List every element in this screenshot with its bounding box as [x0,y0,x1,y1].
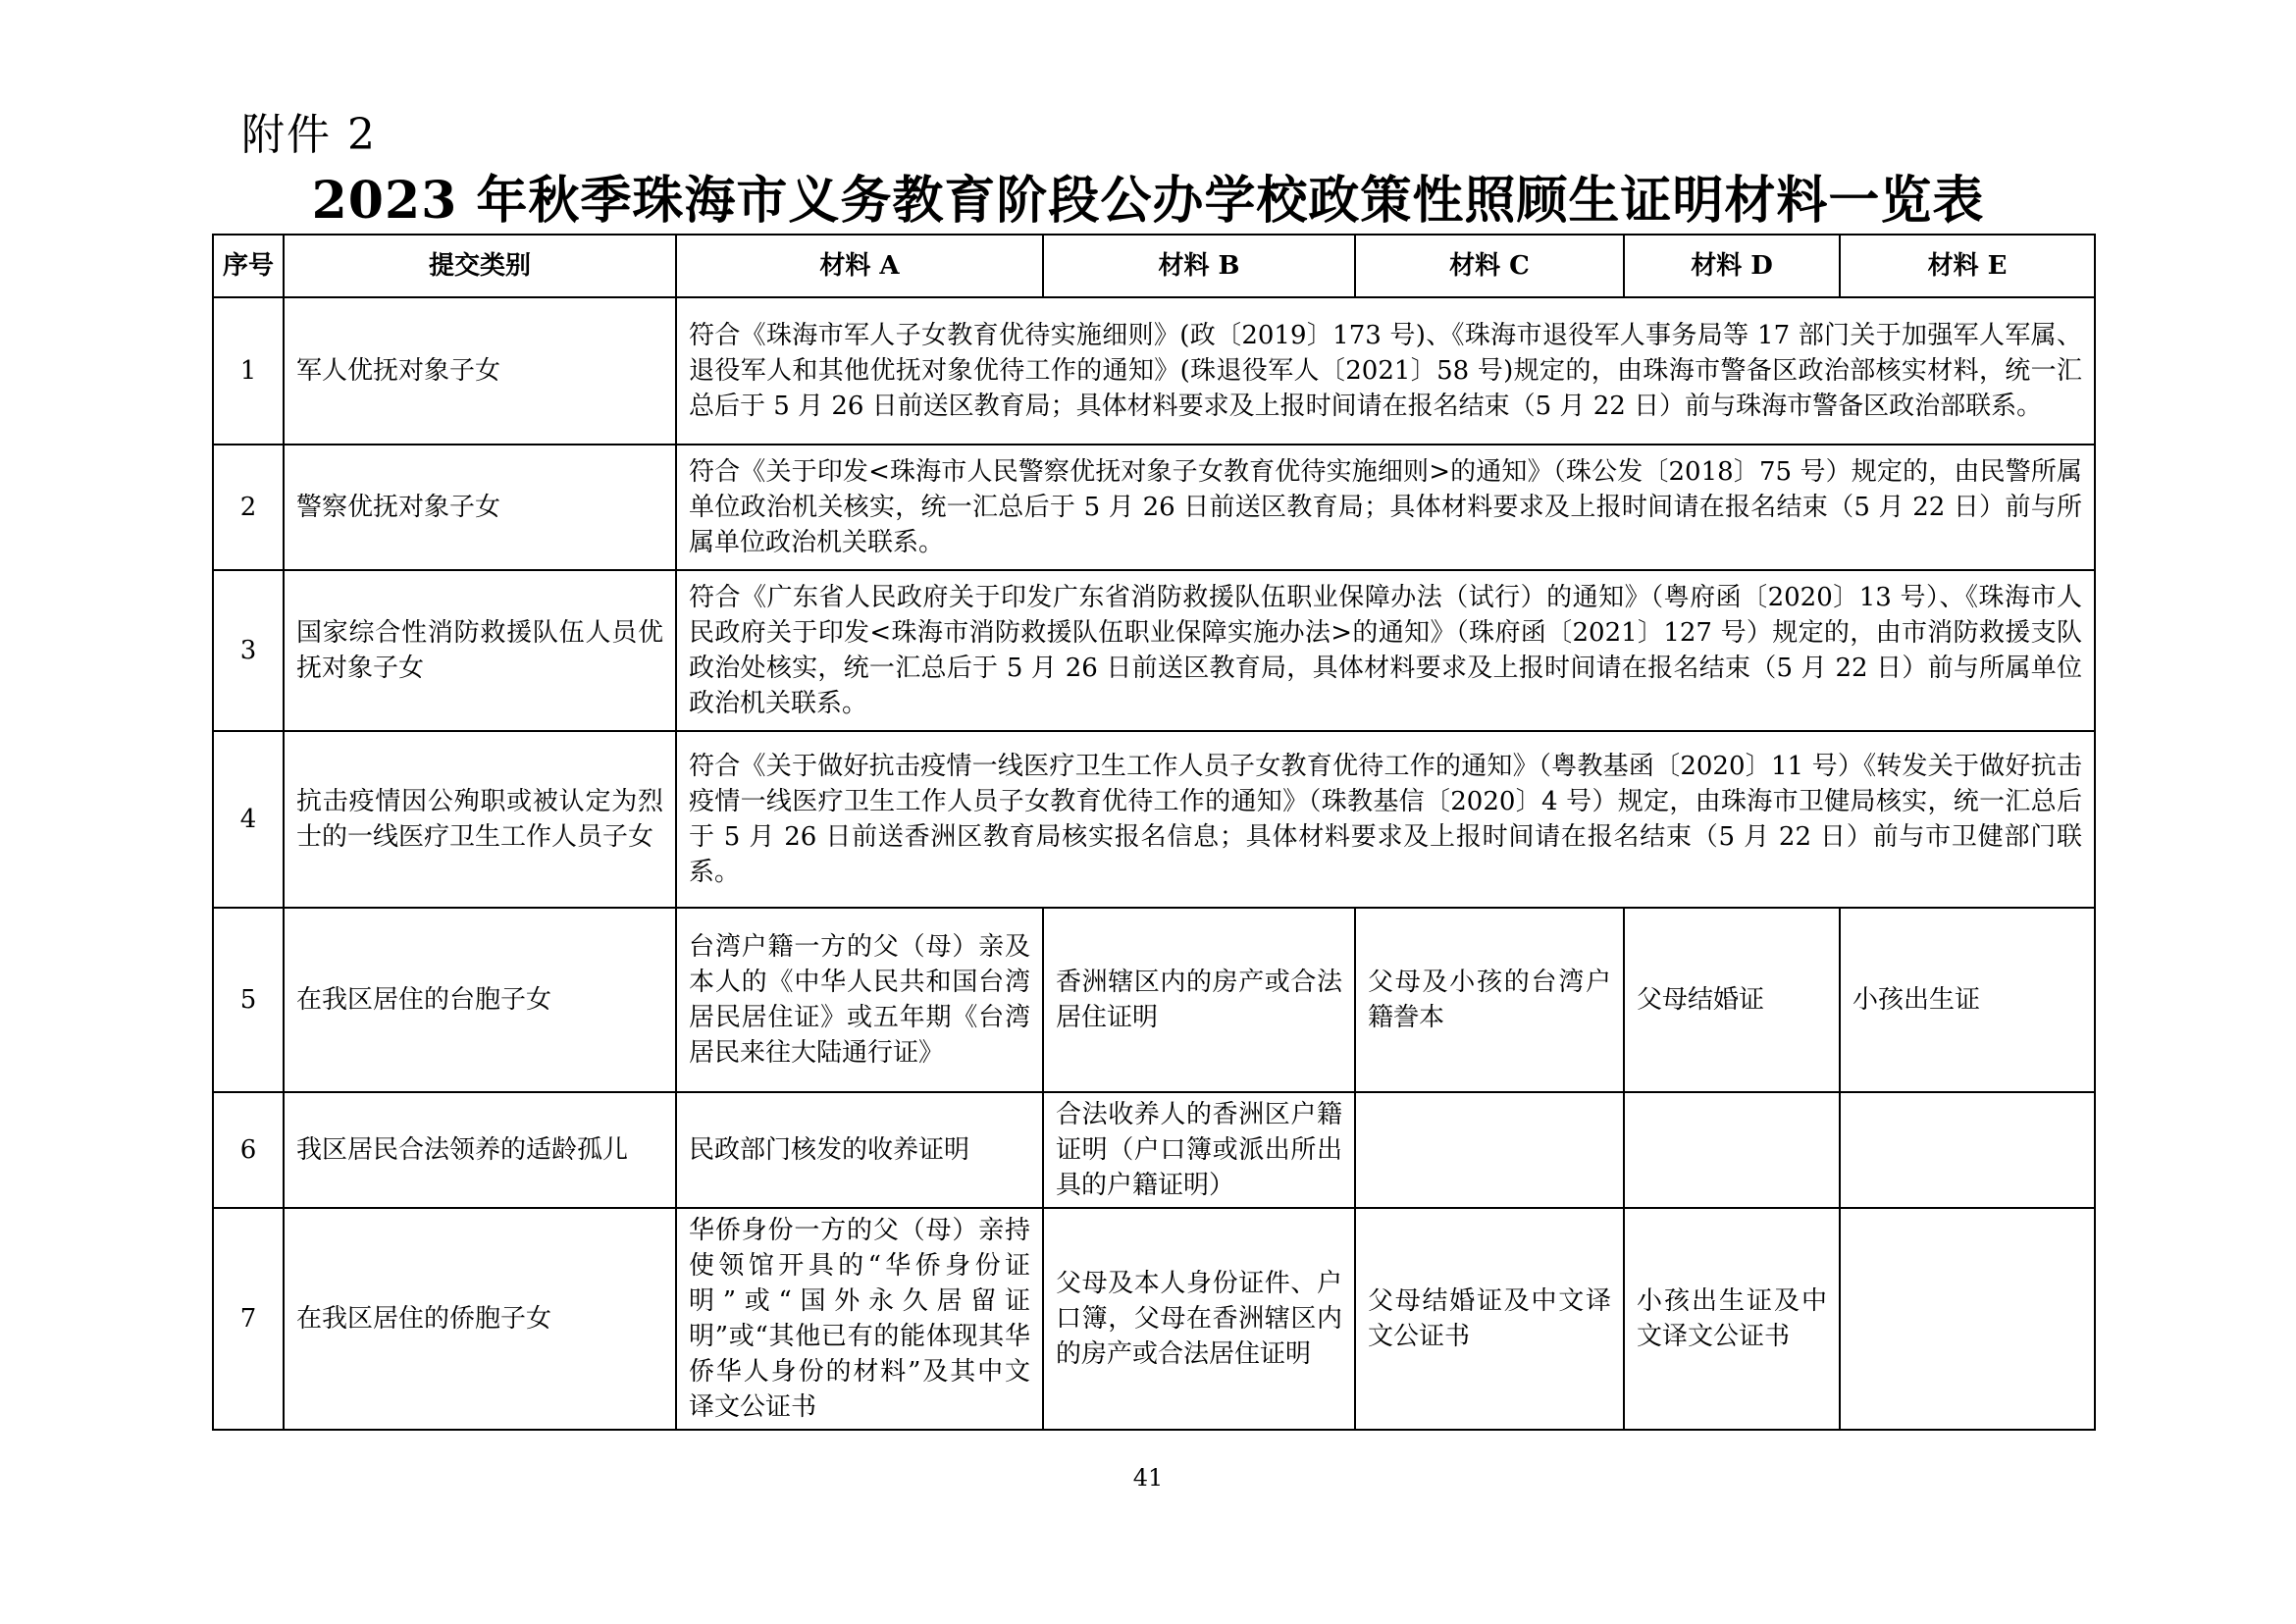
row-category: 军人优抚对象子女 [284,297,676,445]
row-seq: 5 [213,908,284,1092]
row-seq: 1 [213,297,284,445]
row-material-c: 父母结婚证及中文译文公证书 [1355,1208,1624,1430]
policy-materials-table [212,234,2096,1431]
row-category: 我区居民合法领养的适龄孤儿 [284,1092,676,1208]
row-material-b: 合法收养人的香洲区户籍证明（户口簿或派出所出具的户籍证明） [1043,1092,1355,1208]
row-seq: 7 [213,1208,284,1430]
page-title: 2023 年秋季珠海市义务教育阶段公办学校政策性照顾生证明材料一览表 [311,171,1985,231]
row-seq: 3 [213,570,284,731]
table-row [213,1208,2095,1430]
row-seq: 6 [213,1092,284,1208]
row-merged-requirement: 符合《广东省人民政府关于印发广东省消防救援队伍职业保障办法（试行）的通知》（粤府函〔2020〕13 号）、《珠海市人民政府关于印发<珠海市消防救援队伍职业保障实施办法>的通知》（珠府函〔2021〕127 号）规定的，由市消防救援支队政治处核实，统一汇总后于 5 月 26 日前送区教育局，具体材料要求及上报时间请在报名结束（5 月 22 日）前与所属单位政治机关联系。 [676,570,2095,731]
table-header-row [213,235,2095,297]
table-row [213,297,2095,445]
row-category: 抗击疫情因公殉职或被认定为烈士的一线医疗卫生工作人员子女 [284,731,676,908]
row-material-d: 小孩出生证及中文译文公证书 [1624,1208,1840,1430]
row-material-d [1624,1092,1840,1208]
row-seq: 2 [213,445,284,570]
row-material-a: 台湾户籍一方的父（母）亲及本人的《中华人民共和国台湾居民居住证》或五年期《台湾居民来往大陆通行证》 [676,908,1043,1092]
table-row [213,445,2095,570]
header-material-b: 材料 B [1043,235,1355,297]
row-material-e [1840,1208,2095,1430]
table-row [213,908,2095,1092]
row-merged-requirement: 符合《关于印发<珠海市人民警察优抚对象子女教育优待实施细则>的通知》（珠公发〔2018〕75 号）规定的，由民警所属单位政治机关核实，统一汇总后于 5 月 26 日前送区教育局；具体材料要求及上报时间请在报名结束（5 月 22 日）前与所属单位政治机关联系。 [676,445,2095,570]
table-row [213,1092,2095,1208]
row-material-d: 父母结婚证 [1624,908,1840,1092]
row-category: 在我区居住的侨胞子女 [284,1208,676,1430]
header-material-c: 材料 C [1355,235,1624,297]
row-material-e [1840,1092,2095,1208]
row-material-b: 父母及本人身份证件、户口簿，父母在香洲辖区内的房产或合法居住证明 [1043,1208,1355,1430]
row-material-a: 民政部门核发的收养证明 [676,1092,1043,1208]
table-row [213,731,2095,908]
header-seq: 序号 [213,235,284,297]
row-material-b: 香洲辖区内的房产或合法居住证明 [1043,908,1355,1092]
row-material-c: 父母及小孩的台湾户籍誊本 [1355,908,1624,1092]
attachment-label: 附件 2 [241,110,377,160]
row-merged-requirement: 符合《关于做好抗击疫情一线医疗卫生工作人员子女教育优待工作的通知》（粤教基函〔2020〕11 号）《转发关于做好抗击疫情一线医疗卫生工作人员子女教育优待工作的通知》（珠教基信〔2020〕4 号）规定，由珠海市卫健局核实，统一汇总后于 5 月 26 日前送香洲区教育局核实报名信息；具体材料要求及上报时间请在报名结束（5 月 22 日）前与市卫健部门联系。 [676,731,2095,908]
header-category: 提交类别 [284,235,676,297]
table-row [213,570,2095,731]
row-category: 警察优抚对象子女 [284,445,676,570]
row-material-a: 华侨身份一方的父（母）亲持使领馆开具的“华侨身份证明”或“国外永久居留证明”或“其他已有的能体现其华侨华人身份的材料”及其中文译文公证书 [676,1208,1043,1430]
row-material-e: 小孩出生证 [1840,908,2095,1092]
header-material-a: 材料 A [676,235,1043,297]
page-number: 41 [1132,1464,1164,1492]
header-material-d: 材料 D [1624,235,1840,297]
row-material-c [1355,1092,1624,1208]
row-merged-requirement: 符合《珠海市军人子女教育优待实施细则》(政〔2019〕173 号)、《珠海市退役军人事务局等 17 部门关于加强军人军属、退役军人和其他优抚对象优待工作的通知》(珠退役军人〔2021〕58 号)规定的，由珠海市警备区政治部核实材料，统一汇总后于 5 月 26 日前送区教育局；具体材料要求及上报时间请在报名结束（5 月 22 日）前与珠海市警备区政治部联系。 [676,297,2095,445]
row-seq: 4 [213,731,284,908]
header-material-e: 材料 E [1840,235,2095,297]
row-category: 国家综合性消防救援队伍人员优抚对象子女 [284,570,676,731]
row-category: 在我区居住的台胞子女 [284,908,676,1092]
